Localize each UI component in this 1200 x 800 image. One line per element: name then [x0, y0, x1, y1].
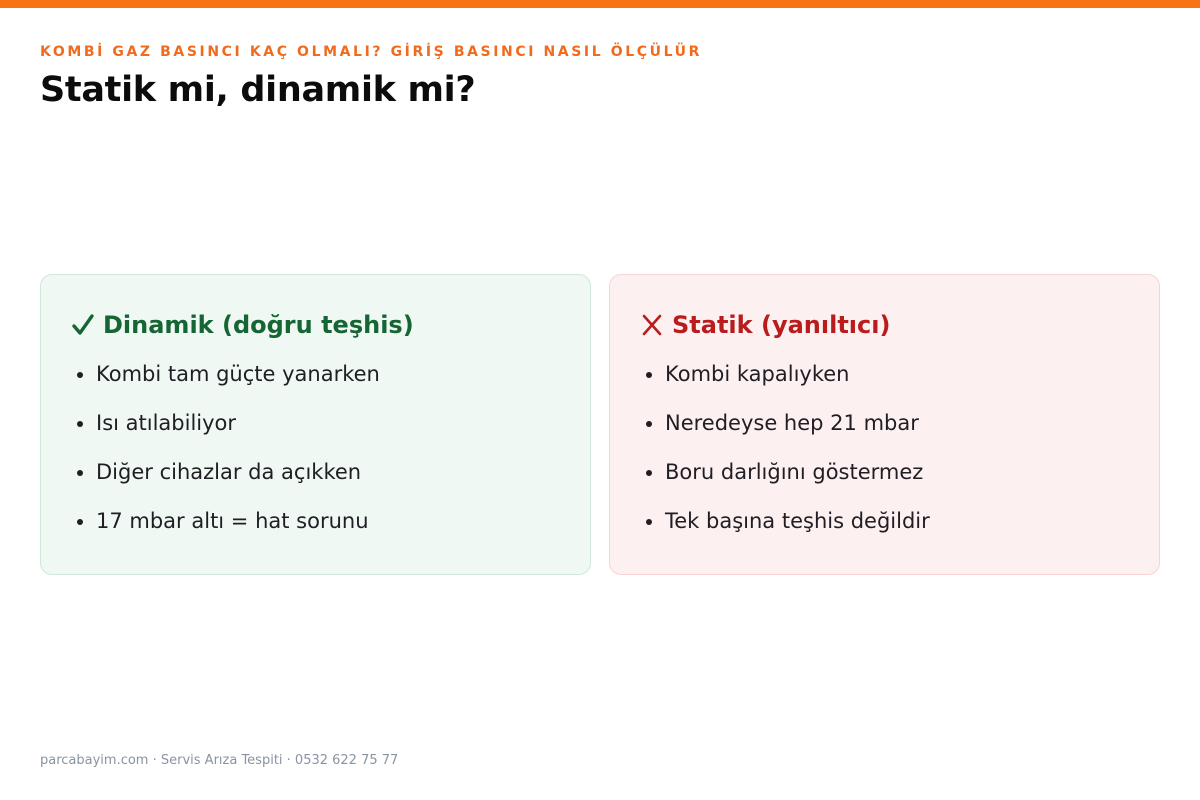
cross-icon — [640, 311, 664, 339]
list-item: Boru darlığını göstermez — [640, 458, 1129, 507]
list-item: Tek başına teşhis değildir — [640, 507, 1129, 556]
dynamic-card — [40, 274, 591, 575]
list-item: Kombi kapalıyken — [640, 360, 1129, 409]
dynamic-card-header — [71, 309, 560, 341]
dynamic-card-title: Dinamik (doğru teşhis) — [103, 311, 414, 339]
list-item: 17 mbar altı = hat sorunu — [71, 507, 560, 556]
footer-text: parcabayim.com · Servis Arıza Tespiti · 0532 622 75 77 — [40, 753, 399, 768]
static-card-title: Statik (yanıltıcı) — [672, 311, 891, 339]
static-card-header — [640, 309, 1129, 341]
eyebrow-text: KOMBİ GAZ BASINCI KAÇ OLMALI? GİRİŞ BASINCI NASIL ÖLÇÜLÜR — [40, 44, 702, 60]
list-item: Neredeyse hep 21 mbar — [640, 409, 1129, 458]
check-icon — [71, 311, 95, 339]
static-list — [640, 360, 1129, 556]
list-item: Kombi tam güçte yanarken — [71, 360, 560, 409]
accent-bar — [0, 0, 1200, 8]
list-item: Diğer cihazlar da açıkken — [71, 458, 560, 507]
page-title: Statik mi, dinamik mi? — [40, 70, 476, 110]
list-item: Isı atılabiliyor — [71, 409, 560, 458]
dynamic-list — [71, 360, 560, 556]
static-card — [609, 274, 1160, 575]
